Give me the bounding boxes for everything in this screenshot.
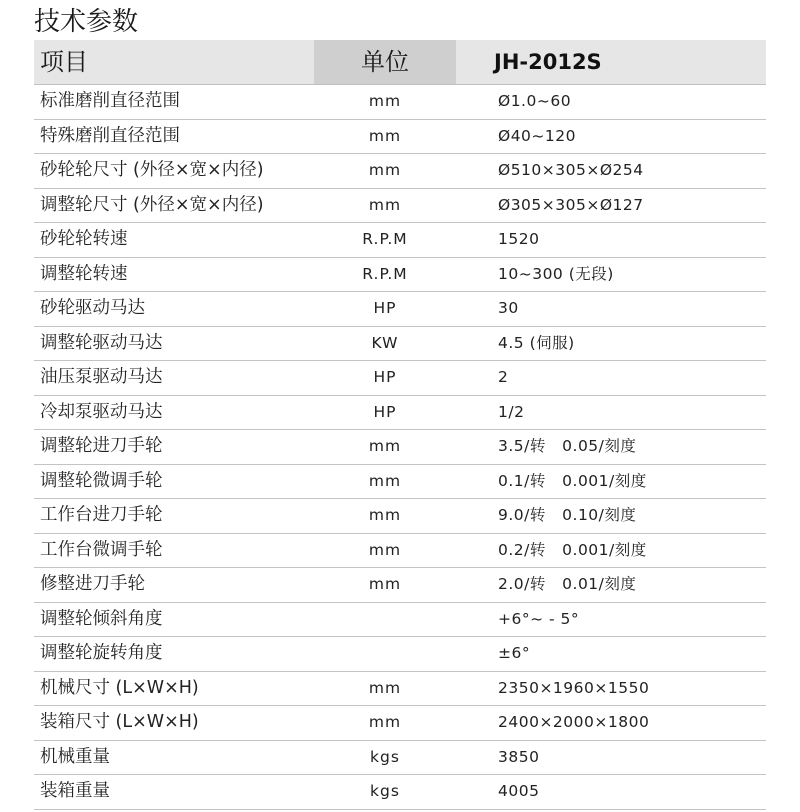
row-unit: mm (368, 126, 402, 145)
row-value: 30 (498, 299, 519, 317)
row-value: 10~300 (无段) (498, 264, 614, 283)
row-value: +6°~ - 5° (498, 609, 580, 628)
row-value: 0.2/转 0.001/刻度 (498, 540, 647, 559)
table-row (34, 568, 766, 603)
table-row (34, 223, 766, 258)
row-unit: mm (368, 575, 402, 593)
row-unit: mm (368, 506, 402, 524)
row-unit: mm (368, 195, 402, 214)
table-row (34, 189, 766, 224)
row-value: 3850 (498, 747, 540, 766)
row-unit: mm (368, 471, 402, 490)
row-unit: HP (373, 402, 397, 421)
row-item: 砂轮驱动马达 (40, 298, 145, 318)
table-row (34, 85, 766, 120)
header-unit: 单位 (314, 40, 456, 84)
table-row (34, 120, 766, 155)
row-item: 修整进刀手轮 (40, 574, 145, 594)
row-value: 3.5/转 0.05/刻度 (498, 437, 637, 455)
row-value: 1520 (498, 230, 540, 248)
row-unit: mm (368, 161, 402, 179)
table-row (34, 396, 766, 431)
row-item: 标准磨削直径范围 (40, 91, 180, 111)
row-unit: R.P.M (362, 264, 408, 283)
row-item: 装箱尺寸 (L×W×H) (40, 712, 199, 732)
row-item: 冷却泵驱动马达 (40, 401, 163, 422)
row-value: 2350×1960×1550 (498, 678, 650, 697)
table-row (34, 154, 766, 189)
row-item: 工作台微调手轮 (40, 539, 163, 560)
table-header (34, 40, 766, 85)
row-item: 机械尺寸 (L×W×H) (40, 677, 199, 698)
row-item: 调整轮旋转角度 (40, 643, 163, 663)
row-unit: HP (373, 299, 397, 317)
row-value: 2400×2000×1800 (498, 713, 650, 731)
table-row (34, 430, 766, 465)
row-value: 1/2 (498, 402, 525, 421)
row-value: Ø510×305×Ø254 (498, 161, 644, 179)
row-unit: mm (368, 92, 402, 110)
table-row (34, 499, 766, 534)
row-item: 装箱重量 (40, 781, 110, 801)
table-row (34, 603, 766, 638)
table-row (34, 327, 766, 362)
row-item: 调整轮微调手轮 (40, 470, 163, 491)
row-value: 4005 (498, 782, 540, 800)
row-item: 机械重量 (40, 746, 110, 767)
row-value: Ø305×305×Ø127 (498, 195, 644, 214)
row-item: 调整轮驱动马达 (40, 332, 163, 353)
row-item: 工作台进刀手轮 (40, 505, 163, 525)
row-value: 9.0/转 0.10/刻度 (498, 506, 637, 524)
row-item: 调整轮尺寸 (外径×宽×内径) (40, 194, 264, 215)
page-title: 技术参数 (34, 7, 139, 37)
row-unit: kgs (370, 747, 400, 766)
row-value: Ø40~120 (498, 126, 576, 145)
row-item: 调整轮倾斜角度 (40, 608, 163, 629)
row-unit: KW (371, 333, 399, 352)
row-value: 2.0/转 0.01/刻度 (498, 575, 637, 593)
row-unit: R.P.M (362, 230, 408, 248)
table-row (34, 672, 766, 707)
table-row (34, 465, 766, 500)
row-value: 4.5 (伺服) (498, 333, 575, 352)
table-row (34, 637, 766, 672)
row-unit: mm (368, 540, 402, 559)
table-row (34, 534, 766, 569)
table-row (34, 775, 766, 810)
row-unit: mm (368, 713, 402, 731)
row-item: 砂轮轮转速 (40, 229, 128, 249)
table-row (34, 258, 766, 293)
row-value: 0.1/转 0.001/刻度 (498, 471, 647, 490)
row-unit (314, 637, 456, 671)
spec-table (34, 40, 766, 810)
row-unit: mm (368, 437, 402, 455)
row-item: 调整轮进刀手轮 (40, 436, 163, 456)
row-item: 油压泵驱动马达 (40, 367, 163, 387)
row-item: 调整轮转速 (40, 263, 128, 284)
header-item: 项目 (40, 48, 88, 76)
table-row (34, 741, 766, 776)
row-value: ±6° (498, 644, 531, 662)
header-model: JH-2012S (494, 50, 602, 74)
row-unit: kgs (370, 782, 400, 800)
row-value: 2 (498, 368, 509, 386)
row-unit: HP (373, 368, 397, 386)
table-row (34, 361, 766, 396)
row-unit: mm (368, 678, 402, 697)
table-row (34, 706, 766, 741)
row-value: Ø1.0~60 (498, 92, 572, 110)
row-item: 特殊磨削直径范围 (40, 125, 180, 146)
table-row (34, 292, 766, 327)
table-body (34, 85, 766, 810)
row-unit (314, 603, 456, 637)
row-item: 砂轮轮尺寸 (外径×宽×内径) (40, 160, 264, 180)
